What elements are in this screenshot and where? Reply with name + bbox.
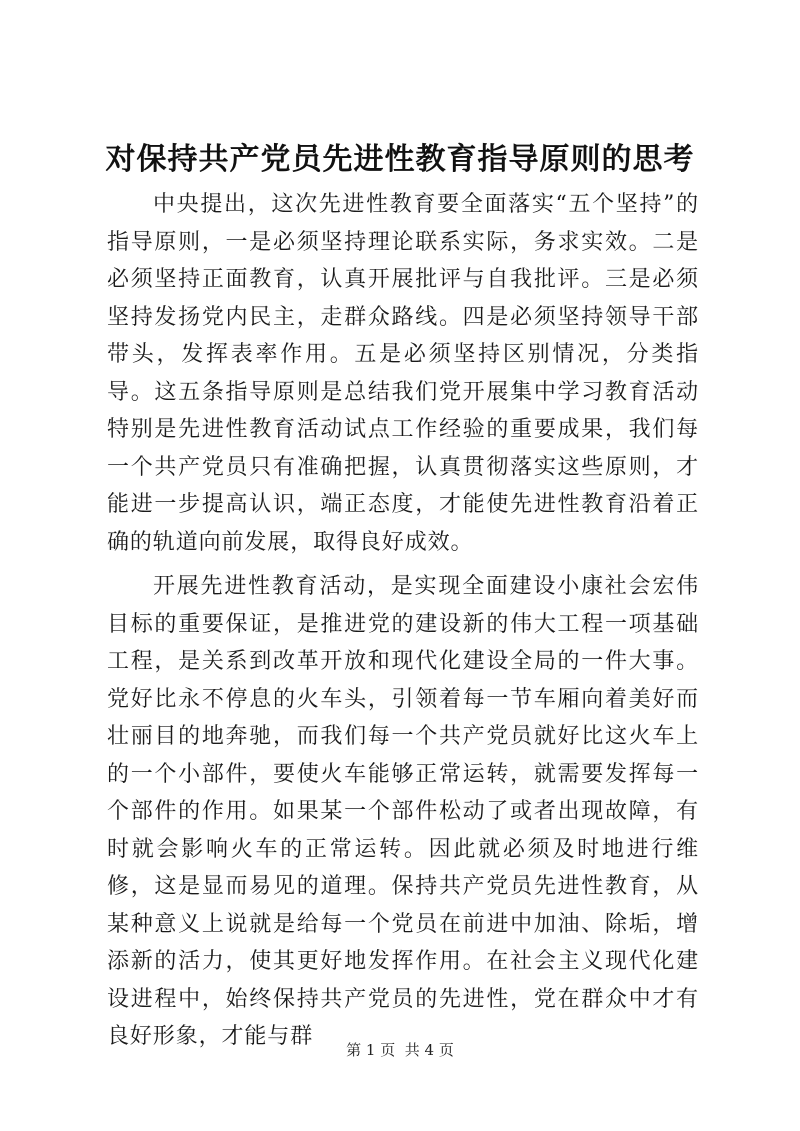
document-body	[107, 186, 699, 1063]
page-footer	[0, 1040, 800, 1060]
document-title: 对保持共产党员先进性教育指导原则的思考	[105, 142, 695, 177]
paragraph-2: 开展先进性教育活动，是实现全面建设小康社会宏伟目标的重要保证，是推进党的建设新的伟大工程一项基础工程，是关系到改革开放和现代化建设全局的一件大事。党好比永不停息的火车头，引领着每一节车厢向着美好而壮丽目的地奔驰，而我们每一个共产党员就好比这火车上的一个小部件，要使火车能够正常运转，就需要发挥每一个部件的作用。如果某一个部件松动了或者出现故障，有时就会影响火车的正常运转。因此就必须及时地进行维修，这是显而易见的道理。保持共产党员先进性教育，从某种意义上说就是给每一个党员在前进中加油、除垢，增添新的活力，使其更好地发挥作用。在社会主义现代化建设进程中，始终保持共产党员的先进性，党在群众中才有良好形象，才能与群	[107, 574, 699, 1049]
paragraph-1: 中央提出，这次先进性教育要全面落实“五个坚持”的指导原则，一是必须坚持理论联系实际，务求实效。二是必须坚持正面教育，认真开展批评与自我批评。三是必须坚持发扬党内民主，走群众路线。四是必须坚持领导干部带头，发挥表率作用。五是必须坚持区别情况，分类指导。这五条指导原则是总结我们党开展集中学习教育活动特别是先进性教育活动试点工作经验的重要成果，我们每一个共产党员只有准确把握，认真贯彻落实这些原则，才能进一步提高认识，端正态度，才能使先进性教育沿着正确的轨道向前发展，取得良好成效。	[107, 192, 699, 555]
page-number: 第 1 页 共 4 页	[346, 1041, 454, 1059]
